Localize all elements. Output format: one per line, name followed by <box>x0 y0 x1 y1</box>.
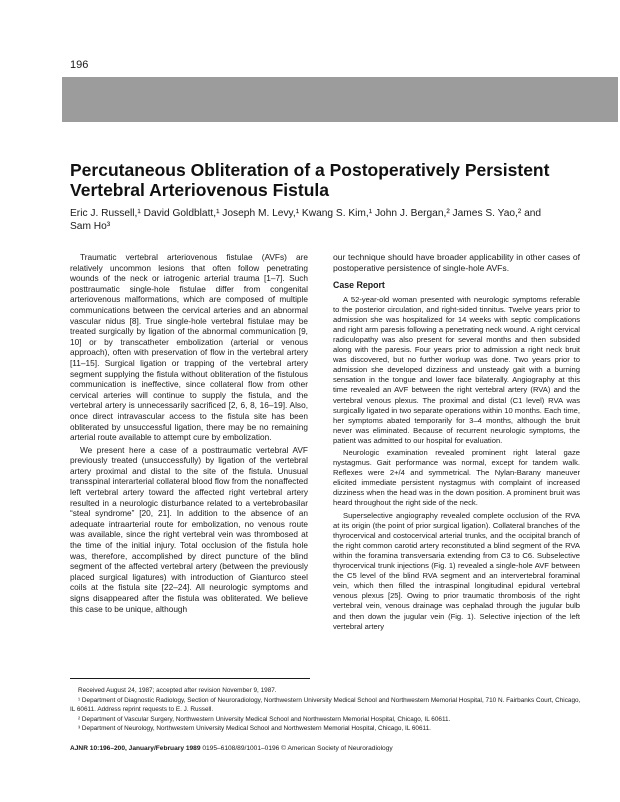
intro-continuation: our technique should have broader applicability in other cases of postoperative persistence of single-hole AVFs. <box>333 252 580 273</box>
case-report-heading: Case Report <box>333 280 385 290</box>
footnote-divider <box>70 678 310 679</box>
footnote-affiliation-3: ³ Department of Neurology, Northwestern University Medical School and Northwestern Memorial Hospital, Chicago, IL 60611. <box>78 725 431 732</box>
left-column <box>70 252 308 616</box>
footnote-received: Received August 24, 1987; accepted after revision November 9, 1987. <box>78 687 277 694</box>
journal-citation-rest: 0195–6108/89/1001–0196 © American Society of Neuroradiology <box>200 745 393 752</box>
author-list <box>70 207 590 233</box>
title-line-1: Percutaneous Obliteration of a Postoperatively Persistent <box>70 160 550 180</box>
footnotes <box>70 686 582 734</box>
journal-citation-bold: AJNR 10:196–200, January/February 1989 <box>70 745 201 752</box>
header-band <box>62 77 618 122</box>
intro-paragraph-1: Traumatic vertebral arteriovenous fistulae (AVFs) are relatively uncommon lesions that often follow penetrating wounds of the neck or iatrogenic arterial trauma [1–7]. Such posttraumatic single-hole fistulae differ from congenital arteriovenous malformations, which are composed of multiple communications between the cervical arteries and an abnormal vascular nidus [8]. True single-hole vertebral fistulae may be treated surgically by ligation of the abnormal communication [9, 10] or by transcatheter embolization (arterial or venous approach), often with preservation of flow in the vertebral artery [11–15]. Surgical ligation or trapping of the vertebral artery segment supplying the fistula without obliteration of the fistulous communication is ineffective, since collateral flow from other cervical arteries will continue to supply the fistula, and the vertebral artery is unnecessarily sacrificed [2, 6, 8, 16–19]. Also, once direct intravascular access to the fistula site has been obliterated by unsuccessful ligation, there may be no remaining arterial route available to attempt cure by embolization. <box>70 252 308 443</box>
case-paragraph-3: Superselective angiography revealed complete occlusion of the RVA at its origin (the point of prior surgical ligation). Collateral branches of the thyrocervical and costocervical arterial trunks, and the occipital branch of the right common carotid artery reconstituted a blind segment of the RVA within the foramina transversaria extending from C3 to C6. Subselective thyrocervical trunk injections (Fig. 1) revealed a single-hole AVF between the C5 level of the blind RVA segment and an intervertebral foraminal vein, which then filled the intraspinal longitudinal epidural vertebral venous plexus [25]. Owing to prior traumatic thrombosis of the right vertebral vein, venous drainage was cephalad through the jugular bulb and then down the jugular vein (Fig. 1). Selective injection of the left vertebral artery <box>333 510 580 631</box>
footnote-affiliation-1: ¹ Department of Diagnostic Radiology, Section of Neuroradiology, Northwestern University Medical School and Northwestern Memorial Hospital, 710 N. Fairbanks Court, Chicago, IL 60611. Address reprint requests to E. J. Russell. <box>70 696 581 713</box>
right-column <box>333 252 580 634</box>
page-number: 196 <box>70 59 89 71</box>
author-line-2: Sam Ho³ <box>70 221 111 232</box>
intro-paragraph-2: We present here a case of a posttraumatic vertebral AVF previously treated (unsuccessfully) by ligation of the vertebral artery proximal and distal to the site of the fistula. Unusual transspinal interarterial collateral blood flow from the nonaffected left vertebral artery toward the affected right vertebral artery resulted in a neurologic disturbance related to a vertebrobasilar “steal syndrome” [20, 21]. In addition to the absence of an adequate intraarterial route for embolization, no venous route was available, since the right vertebral vein was thrombosed at the time of the initial injury. Total occlusion of the fistula hole was, therefore, accomplished by direct puncture of the blind segment of the affected vertebral artery (between the previously placed surgical ligatures) with introduction of Gianturco steel coils at the fistula site [22–24]. All neurologic symptoms and signs disappeared after the fistula was obliterated. We believe this case to be unique, although <box>70 444 308 614</box>
footnote-affiliation-2: ² Department of Vascular Surgery, Northwestern University Medical School and Northwestern Memorial Hospital, Chicago, IL 60611. <box>78 715 451 723</box>
case-paragraph-2: Neurologic examination revealed prominent right lateral gaze nystagmus. Gait performance was normal, except for tandem walk. Reflexes were 2+/4 and symmetrical. The Nylan-Barany maneuver elicited immediate persistent nystagmus with complaint of increased dizziness when the head was in the down position. A prominent bruit was heard throughout the right side of the neck. <box>333 448 580 508</box>
title-line-2: Vertebral Arteriovenous Fistula <box>70 180 330 200</box>
case-paragraph-1: A 52-year-old woman presented with neurologic symptoms referable to the posterior circulation, and right-sided tinnitus. Twelve years prior to admission she was hospitalized for 14 weeks with septic complications and right arm paresis following a penetrating neck wound. A right cervical radiculopathy was also present for several months and then subsided along with the paresis. Four years prior to admission a right neck bruit was discovered, but no further workup was done. Two years prior to admission she developed dizziness and unsteady gait with a burning sensation in the tongue and lower face bilaterally. Angiography at this time revealed an AVF between the right vertebral artery (RVA) and the vertebral venous plexus. The proximal and distal (C1 level) RVA was surgically ligated in two separate operations within 10 months. Each time, her symptoms abated temporarily for 3–4 months, although the bruit never was eliminated. Because of recurrent neurologic symptoms, the patient was admitted to our hospital for evaluation. <box>333 294 580 445</box>
author-line-1: Eric J. Russell,¹ David Goldblatt,¹ Joseph M. Levy,¹ Kwang S. Kim,¹ John J. Bergan,² James S. Yao,² and <box>70 208 542 219</box>
article-title <box>70 160 590 200</box>
journal-citation <box>70 745 393 752</box>
